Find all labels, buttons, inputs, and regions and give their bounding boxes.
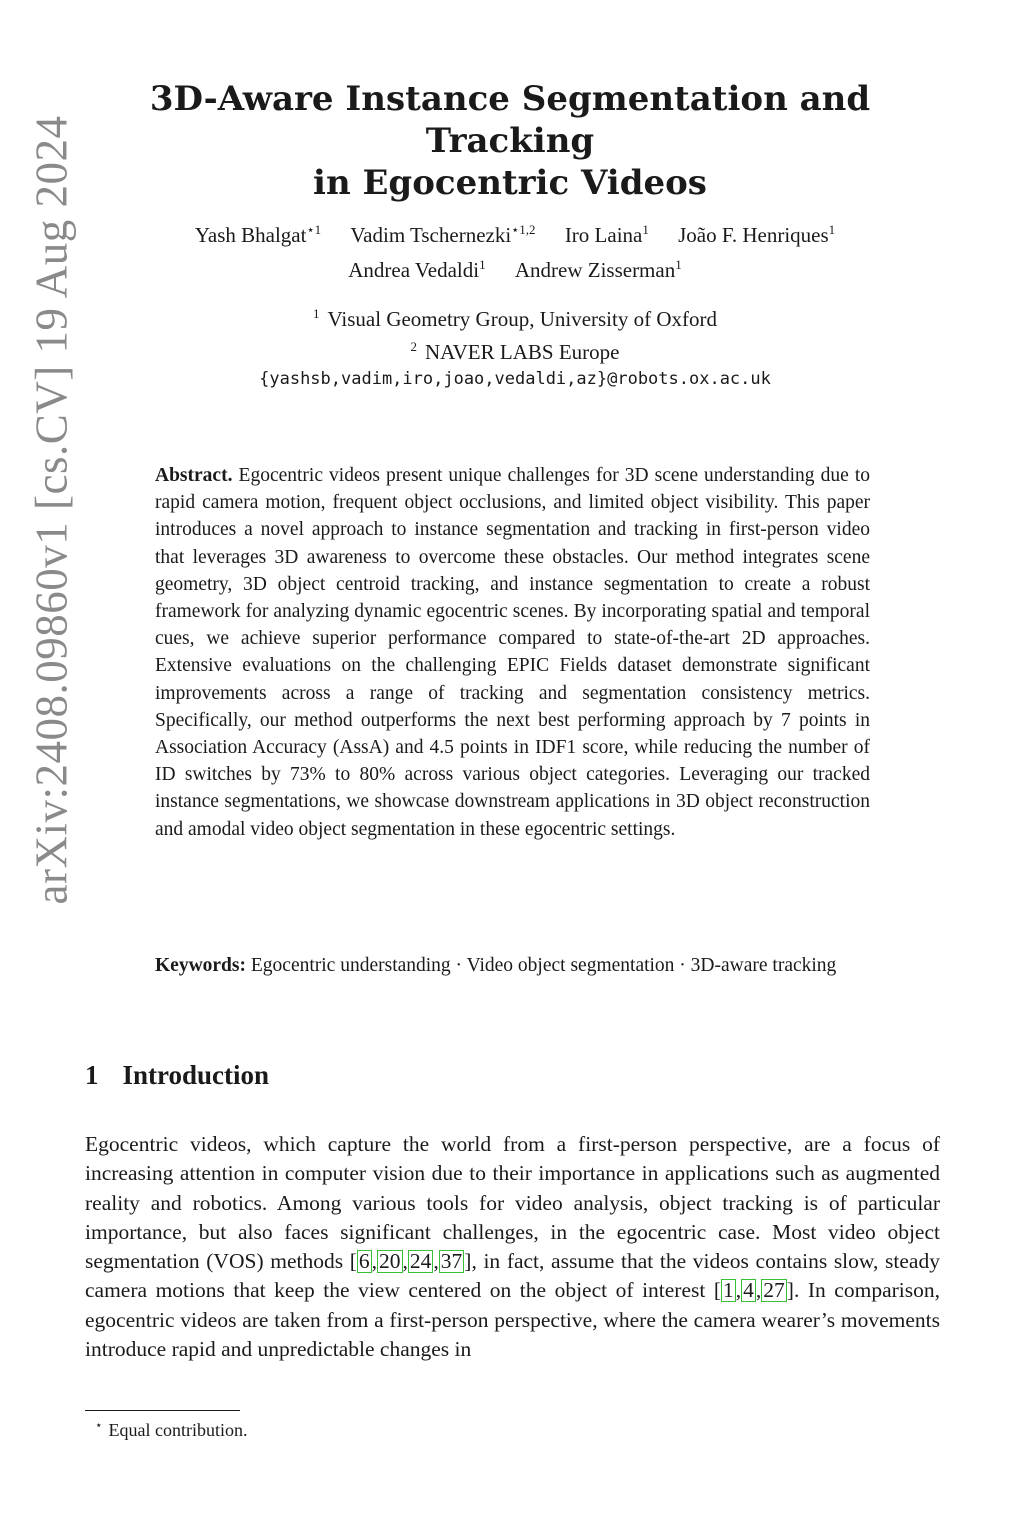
- abstract-label: Abstract.: [155, 465, 233, 486]
- author: Andrea Vedaldi$^1$: [348, 257, 486, 282]
- title-line-1: 3D-Aware Instance Segmentation and Tracking: [149, 79, 871, 161]
- section-heading: [85, 1060, 269, 1091]
- citation-link[interactable]: 37: [440, 1249, 463, 1274]
- author-row-2: [90, 250, 940, 285]
- arxiv-side-stamp: [6, 60, 96, 960]
- abstract-text: Egocentric videos present unique challenges for 3D scene understanding due to rapid camera motion, frequent object occlusions, and limited object visibility. This paper introduces a novel approach to instance segmentation and tracking in first-person video that leverages 3D awareness to overcome these obstacles. Our method integrates scene geometry, 3D object centroid tracking, and instance segmentation to create a robust framework for analyzing dynamic egocentric scenes. By incorporating spatial and temporal cues, we achieve superior performance compared to state-of-the-art 2D approaches. Extensive evaluations on the challenging EPIC Fields dataset demonstrate significant improvements across a range of tracking and segmentation consistency metrics. Specifically, our method outperforms the next best performing approach by 7 points in Association Accuracy (AssA) and 4.5 points in IDF1 score, while reducing the number of ID switches by 73% to 80% across various object categories. Leveraging our tracked instance segmentations, we showcase downstream applications in 3D object reconstruction and amodal video object segmentation in these egocentric settings.: [155, 465, 871, 840]
- section-title: Introduction: [122, 1060, 270, 1090]
- author: Yash Bhalgat$^{⋆1}$: [194, 222, 322, 247]
- paper-title: [100, 78, 920, 204]
- affiliation: $^2$ NAVER LABS Europe: [410, 339, 620, 364]
- keywords: [155, 952, 870, 979]
- affiliation: $^1$ Visual Geometry Group, University of Oxford: [313, 306, 717, 331]
- keywords-label: Keywords:: [155, 955, 246, 976]
- keywords-text: Egocentric understanding · Video object segmentation · 3D-aware tracking: [250, 955, 837, 976]
- abstract: [155, 462, 870, 843]
- author-emails: {yashsb,vadim,iro,joao,vedaldi,az}@robots.ox.ac.uk: [259, 369, 771, 389]
- citation-link[interactable]: 20: [379, 1249, 401, 1274]
- footnote-divider: [85, 1410, 240, 1411]
- author: Vadim Tschernezki$^{⋆1,2}$: [350, 222, 536, 247]
- introduction-paragraph: Egocentric videos, which capture the world from a first-person perspective, are a focus of increasing attention in computer vision due to their importance in applications such as augmented reality and robotics. Among various tools for video analysis, object tracking is of particular importance, but also faces significant challenges, in the egocentric case. Most video object segmentation (VOS) methods [6,20,24,37], in fact, assume that the videos contains slow, steady camera motions that keep the view centered on the object of interest [1,4,27]. In comparison, egocentric videos are taken from a first-person perspective, where the camera wearer’s movements introduce rapid and unpredictable changes in: [85, 1132, 940, 1362]
- citation-link[interactable]: 27: [763, 1278, 785, 1303]
- citation-link[interactable]: 4: [743, 1278, 754, 1303]
- author-list: [90, 215, 940, 285]
- footnote-text: Equal contribution.: [108, 1420, 248, 1440]
- title-line-2: in Egocentric Videos: [313, 163, 707, 203]
- author: Andrew Zisserman$^1$: [514, 257, 682, 282]
- citation-link[interactable]: 6: [358, 1249, 370, 1274]
- affiliations: [100, 300, 930, 393]
- author: Iro Laina$^1$: [564, 222, 649, 247]
- arxiv-identifier: arXiv:2408.09860v1 [cs.CV] 19 Aug 2024: [26, 115, 77, 905]
- author: João F. Henriques$^1$: [678, 222, 836, 247]
- citation-link[interactable]: 24: [409, 1249, 432, 1274]
- footnote: [85, 1418, 248, 1441]
- citation-link[interactable]: 1: [723, 1278, 734, 1303]
- footnote-mark: ⋆: [95, 1418, 103, 1432]
- author-row-1: [90, 215, 940, 250]
- section-number: 1: [85, 1060, 99, 1090]
